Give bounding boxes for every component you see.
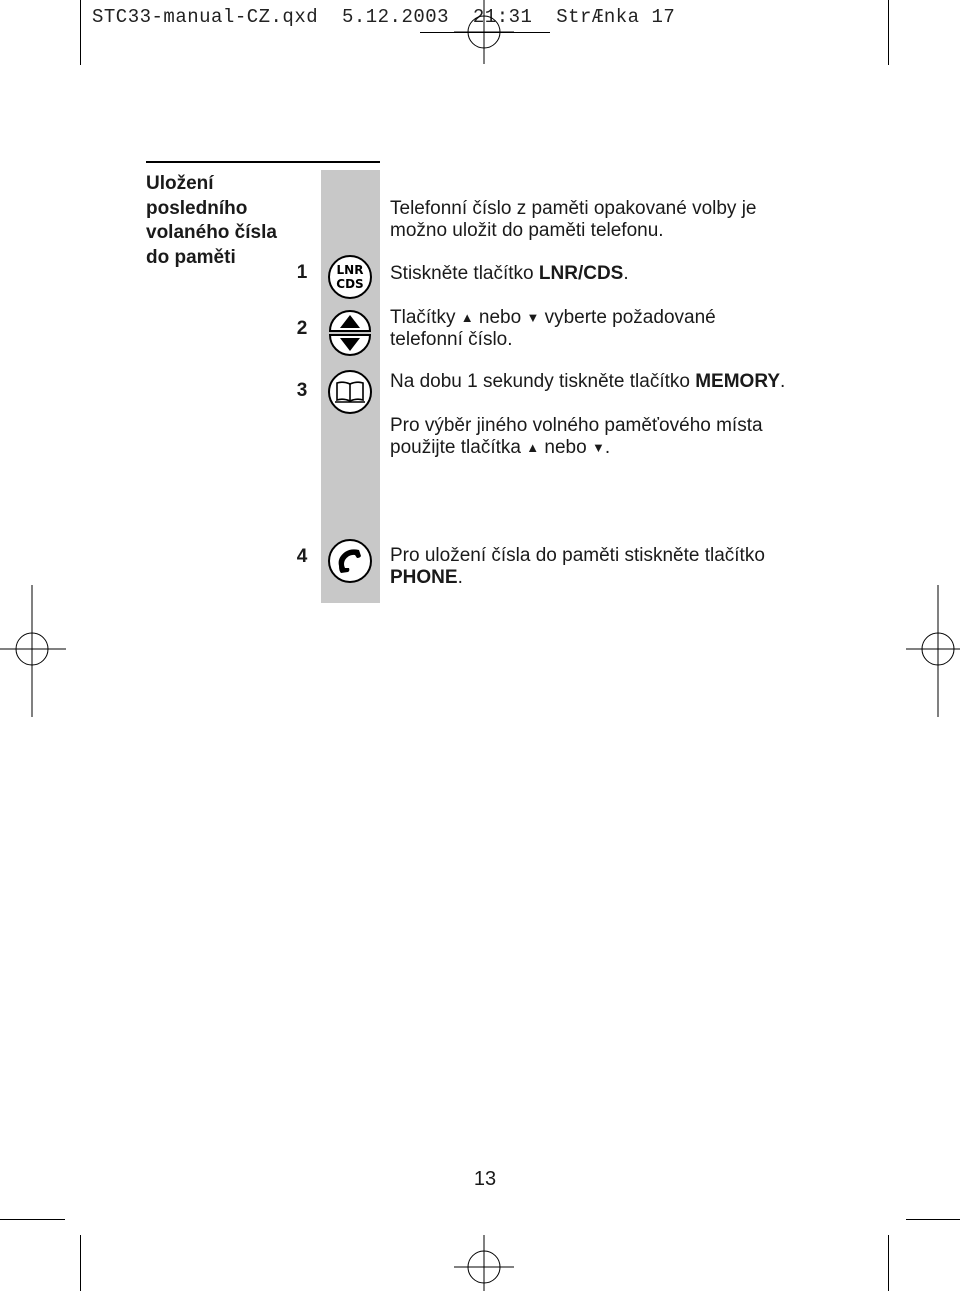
phonebook-key-icon [327, 369, 373, 415]
step-3-text-prefix: Na dobu 1 sekundy tiskněte tlačítko [390, 371, 696, 392]
step-3-text [390, 371, 785, 393]
up-down-arrow-keys-icon [327, 307, 373, 359]
up-triangle-icon: ▲ [460, 310, 474, 325]
section-title-line: posledního [146, 197, 248, 219]
section-title [146, 172, 296, 270]
print-header [92, 6, 675, 28]
crop-mark [906, 1219, 960, 1220]
crop-mark [888, 0, 889, 65]
up-triangle-icon: ▲ [526, 440, 540, 455]
step-2-text-part: nebo [473, 307, 527, 328]
lnr-cds-key-icon [327, 254, 373, 300]
crop-mark [0, 1219, 65, 1220]
header-time: 21:31 [472, 6, 533, 28]
section-title-line: do paměti [146, 246, 236, 268]
intro-line: Telefonní číslo z paměti opakované volby je [390, 198, 757, 219]
step-3-key-name: MEMORY [695, 371, 781, 392]
step-4-text-line1: Pro uložení čísla do paměti stiskněte tlačítko [390, 545, 765, 566]
step-3-extra-text [390, 415, 763, 459]
step-2-text-line2: telefonní číslo. [390, 329, 513, 350]
step-number: 1 [296, 262, 308, 283]
step-2-text [390, 307, 716, 351]
step-1-text-suffix: . [623, 263, 629, 284]
step-2-text-part: vyberte požadované [539, 307, 716, 328]
page-number: 13 [473, 1168, 497, 1190]
step-1-text [390, 263, 629, 285]
crop-mark [888, 1235, 889, 1291]
crop-mark [80, 1235, 81, 1291]
step-3-extra-part: . [604, 437, 611, 458]
step-4-text-suffix: . [457, 567, 463, 588]
phone-handset-key-icon [327, 538, 373, 584]
down-triangle-icon: ▼ [526, 310, 540, 325]
cds-label: CDS [336, 277, 364, 291]
header-page-no: 17 [651, 6, 676, 28]
step-number: 4 [296, 546, 308, 567]
step-4-key-name: PHONE [390, 567, 458, 588]
step-number: 2 [296, 318, 308, 339]
step-3-extra-part: použijte tlačítka [390, 437, 527, 458]
registration-mark [454, 0, 514, 64]
registration-mark [906, 585, 960, 717]
intro-line: možno uložit do paměti telefonu. [390, 220, 664, 241]
lnr-label: LNR [336, 263, 364, 277]
step-3-text-suffix: . [780, 371, 786, 392]
header-file-name: STC33-manual-CZ.qxd [92, 6, 319, 28]
registration-mark [0, 585, 66, 717]
step-3-extra-line1: Pro výběr jiného volného paměťového místa [390, 415, 763, 436]
step-3-extra-part: nebo [539, 437, 592, 458]
intro-text [390, 198, 757, 242]
header-page-word: StrÆnka [556, 6, 640, 28]
step-1-text-prefix: Stiskněte tlačítko [390, 263, 539, 284]
section-title-line: volaného čísla [146, 222, 277, 243]
step-1-key-name: LNR/CDS [538, 263, 624, 284]
step-number: 3 [296, 380, 308, 401]
header-date: 5.12.2003 [341, 6, 450, 28]
registration-mark [454, 1235, 514, 1291]
down-triangle-icon: ▼ [591, 440, 605, 455]
crop-mark [80, 0, 81, 65]
step-2-text-part: Tlačítky [390, 307, 461, 328]
step-4-text [390, 545, 765, 589]
section-title-line: Uložení [146, 173, 214, 194]
section-rule [146, 161, 380, 163]
